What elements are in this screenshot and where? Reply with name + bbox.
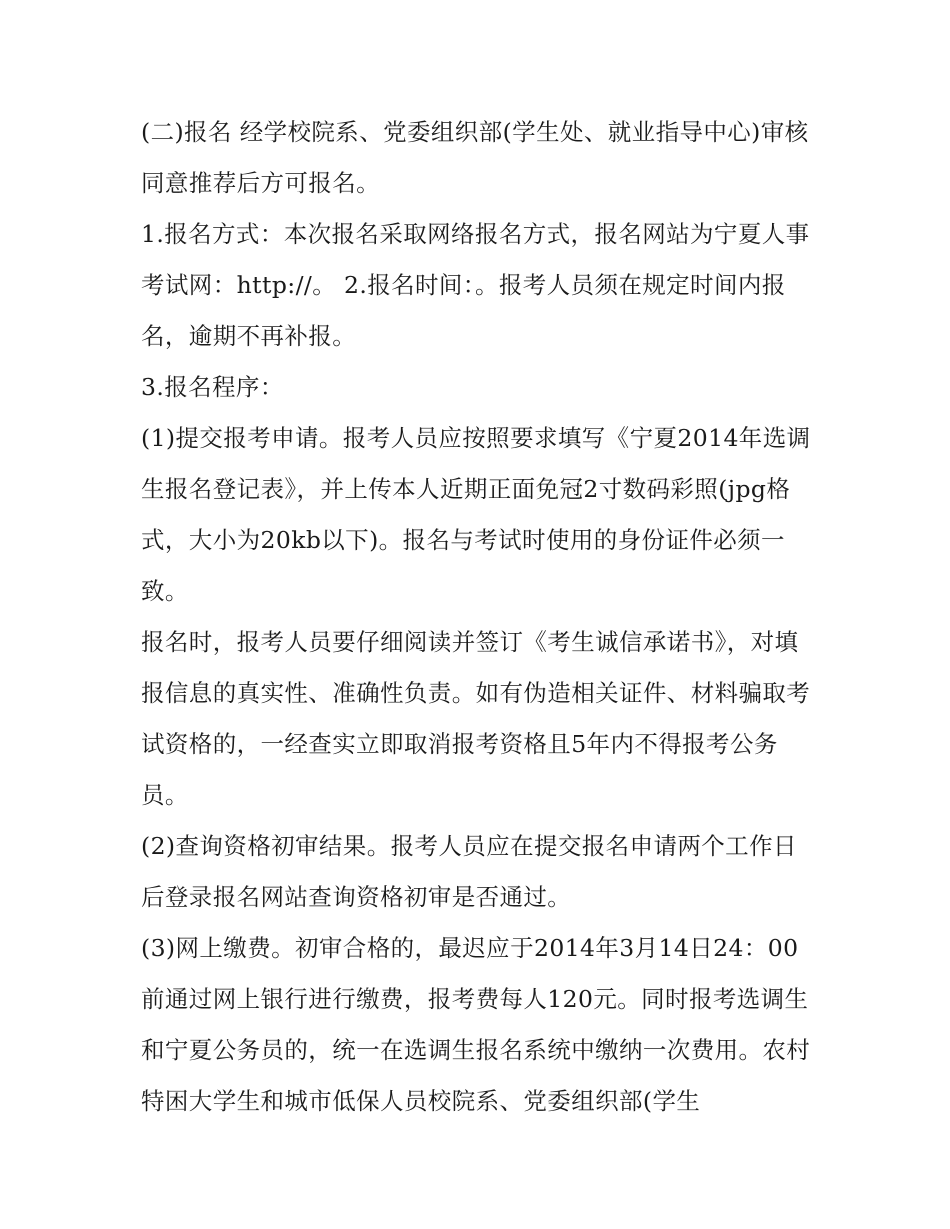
document-body xyxy=(141,107,813,1127)
paragraph-registration-intro: (二)报名 经学校院系、党委组织部(学生处、就业指导中心)审核同意推荐后方可报名。 xyxy=(141,118,809,197)
paragraph-integrity-pledge: 报名时，报考人员要仔细阅读并签订《考生诚信承诺书》，对填报信息的真实性、准确性负责。如有伪造相关证件、材料骗取考试资格的，一经查实立即取消报考资格且5年内不得报考公务员。 xyxy=(141,628,811,809)
paragraph-submit-application: (1)提交报考申请。报考人员应按照要求填写《宁夏2014年选调生报名登记表》，并上传本人近期正面免冠2寸数码彩照(jpg格式，大小为20kb以下)。报名与考试时使用的身份证件必须一致。 xyxy=(141,424,811,605)
paragraph-registration-method: 1.报名方式：本次报名采取网络报名方式，报名网站为宁夏人事考试网：http://。 2.报名时间：。报考人员须在规定时间内报名，逾期不再补报。 xyxy=(141,220,810,350)
paragraph-check-review-result: (2)查询资格初审结果。报考人员应在提交报名申请两个工作日后登录报名网站查询资格初审是否通过。 xyxy=(141,832,797,911)
paragraph-registration-procedure-heading: 3.报名程序： xyxy=(141,373,284,401)
paragraph-online-payment: (3)网上缴费。初审合格的，最迟应于2014年3月14日24：00前通过网上银行进行缴费，报考费每人120元。同时报考选调生和宁夏公务员的，统一在选调生报名系统中缴纳一次费用。农村特困大学生和城市低保人员校院系、党委组织部(学生 xyxy=(141,934,811,1115)
